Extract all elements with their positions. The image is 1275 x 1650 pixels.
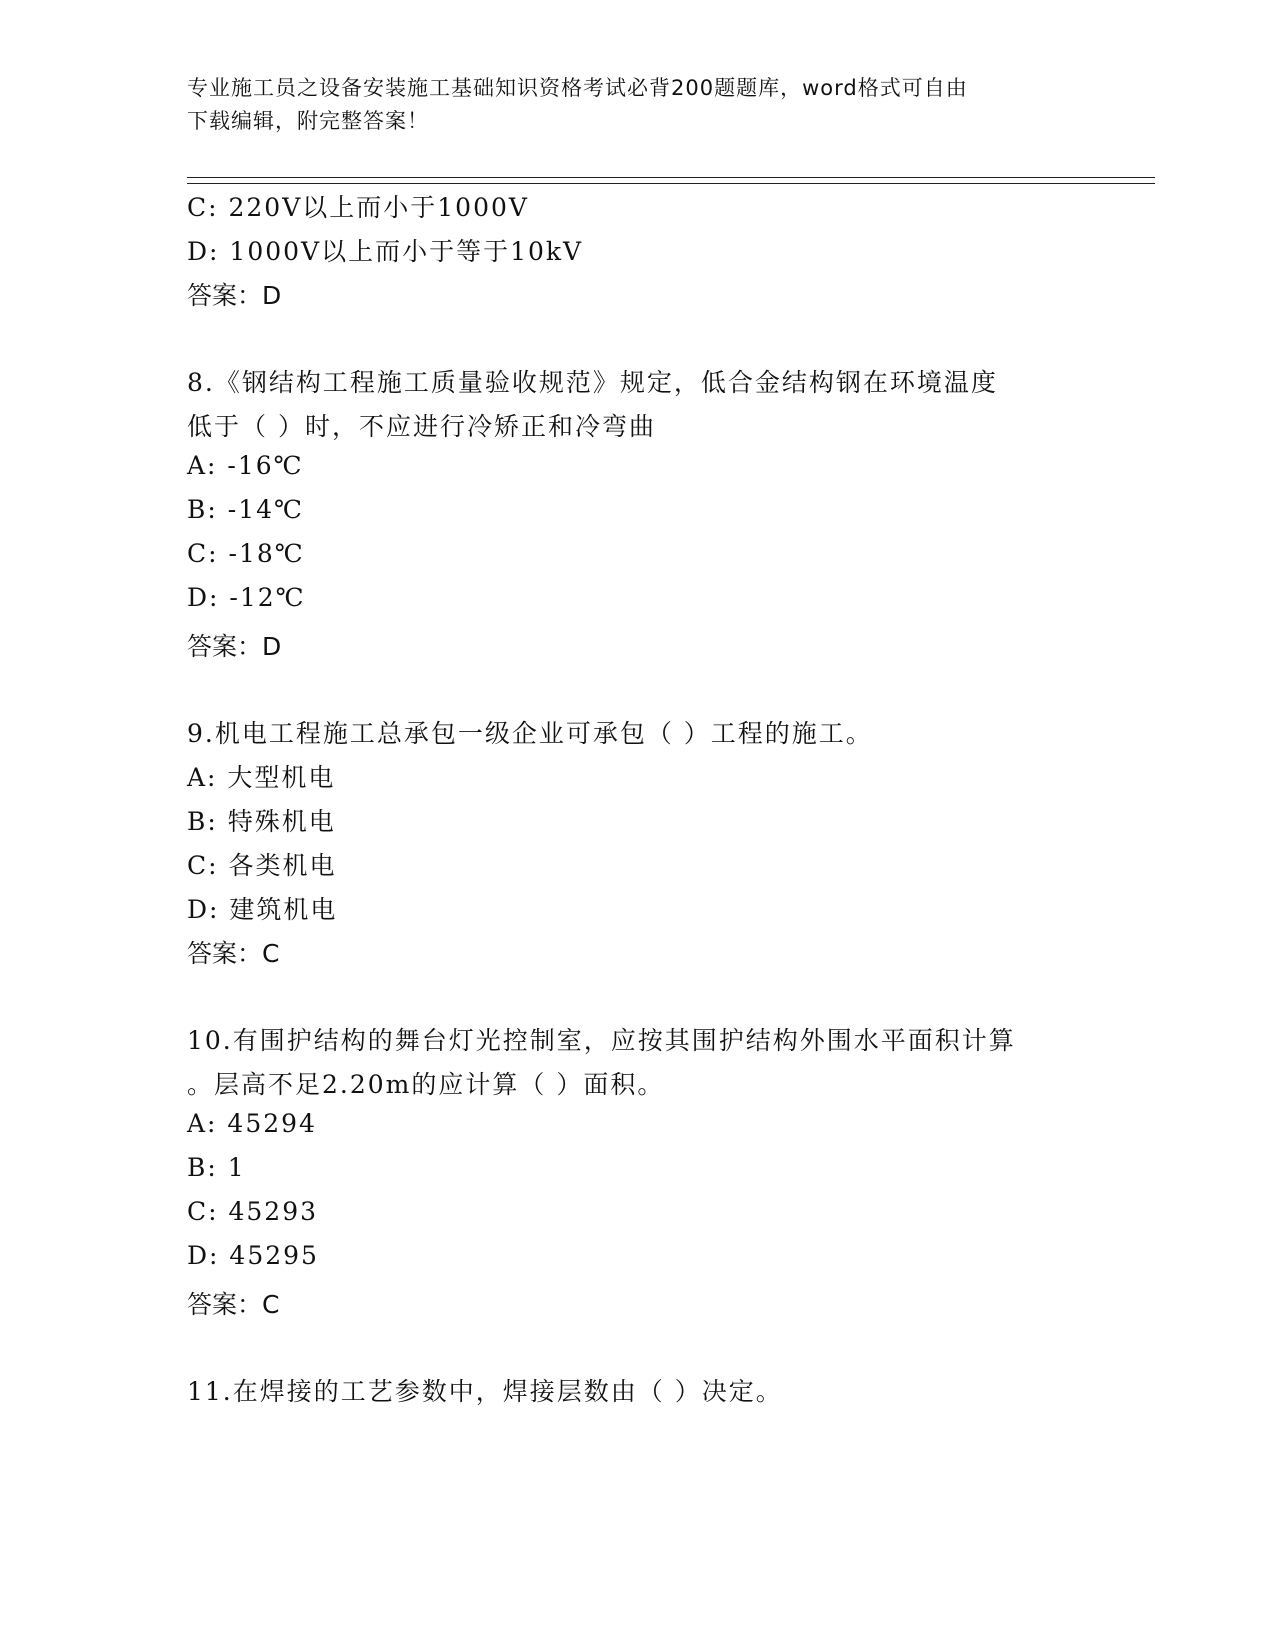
question-stem: 8.《钢结构工程施工质量验收规范》规定，低合金结构钢在环境温度 [187,368,998,397]
option-line: D: -12℃ [187,583,306,612]
header-divider-top [187,177,1155,178]
question-stem: 。层高不足2.20m的应计算（ ）面积。 [187,1070,665,1099]
document-header [187,72,1067,138]
answer-line: 答案：D [187,632,282,661]
option-line: C: -18℃ [187,539,305,568]
option-line: C: 45293 [187,1197,319,1226]
header-line-1: 专业施工员之设备安装施工基础知识资格考试必背200题题库，word格式可自由 [187,76,968,100]
question-stem: 9.机电工程施工总承包一级企业可承包（ ）工程的施工。 [187,719,873,748]
header-divider-bottom [187,183,1155,184]
header-line-2: 下载编辑，附完整答案！ [187,109,429,133]
option-line: D: 1000V以上而小于等于10kV [187,237,584,266]
question-stem: 10.有围护结构的舞台灯光控制室，应按其围护结构外围水平面积计算 [187,1026,1016,1055]
option-line: B: -14℃ [187,495,304,524]
option-line: A: -16℃ [187,451,304,480]
answer-line: 答案：C [187,939,280,968]
option-line: C: 220V以上而小于1000V [187,193,529,222]
option-line: C: 各类机电 [187,851,337,880]
option-line: A: 45294 [187,1109,317,1138]
question-stem: 低于（ ）时，不应进行冷矫正和冷弯曲 [187,412,656,441]
option-line: D: 建筑机电 [187,895,338,924]
answer-line: 答案：D [187,281,282,310]
option-line: B: 1 [187,1153,246,1182]
option-line: A: 大型机电 [187,763,336,792]
answer-line: 答案：C [187,1290,280,1319]
option-line: B: 特殊机电 [187,807,336,836]
option-line: D: 45295 [187,1241,319,1270]
question-stem: 11.在焊接的工艺参数中，焊接层数由（ ）决定。 [187,1377,783,1406]
